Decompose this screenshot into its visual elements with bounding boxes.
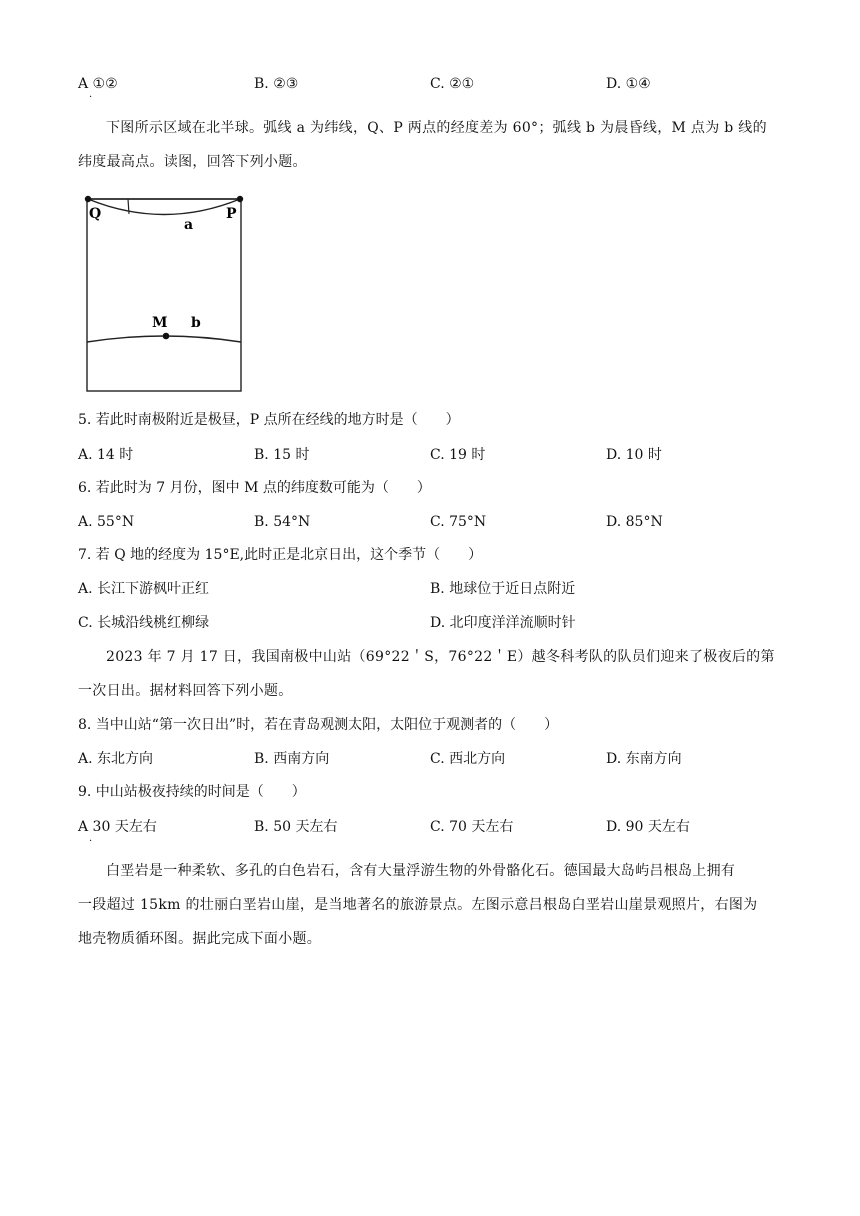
label-q: Q — [89, 206, 102, 222]
q6-option-a: A. 55°N — [78, 514, 135, 530]
question-8-stem: 8. 当中山站“第一次日出”时，若在青岛观测太阳，太阳位于观测者的（ ） — [78, 717, 559, 733]
passage-line: 2023 年 7 月 17 日，我国南极中山站（69°22＇S，76°22＇E）越冬科考队的队员们迎来了极夜后的第 — [106, 649, 775, 665]
passage-line: 纬度最高点。读图，回答下列小题。 — [78, 154, 307, 170]
question-5-stem: 5. 若此时南极附近是极昼，P 点所在经线的地方时是（ ） — [78, 412, 460, 428]
passage-line: 一次日出。据材料回答下列小题。 — [78, 683, 293, 699]
latitude-arc-a — [88, 199, 240, 215]
passage-3 — [78, 861, 782, 963]
question-7-stem: 7. 若 Q 地的经度为 15°E,此时正是北京日出，这个季节（ ） — [78, 547, 483, 563]
label-m: M — [152, 315, 168, 331]
q9-option-b: B. 50 天左右 — [254, 819, 338, 835]
option-c: C. ②① — [430, 76, 475, 92]
label-b: b — [191, 315, 201, 331]
q5-option-b: B. 15 时 — [254, 447, 310, 463]
latitude-terminator-diagram — [84, 192, 246, 394]
q7-option-d: D. 北印度洋洋流顺时针 — [430, 615, 576, 631]
q9-option-a: A 30 天左右 — [78, 819, 157, 835]
q9-option-c: C. 70 天左右 — [430, 819, 514, 835]
q7-option-c: C. 长城沿线桃红柳绿 — [78, 615, 210, 631]
point-p — [237, 196, 243, 202]
question-9-stem: 9. 中山站极夜持续的时间是（ ） — [78, 784, 306, 800]
passage-line: 下图所示区域在北半球。弧线 a 为纬线，Q、P 两点的经度差为 60°；弧线 b 为晨昏线，M 点为 b 线的 — [106, 120, 767, 136]
q9-option-d: D. 90 天左右 — [606, 819, 690, 835]
emphasis-dot: · — [89, 92, 93, 103]
option-d: D. ①④ — [606, 76, 651, 92]
q6-option-d: D. 85°N — [606, 514, 663, 530]
passage-1 — [78, 118, 782, 186]
q8-option-d: D. 东南方向 — [606, 751, 682, 767]
q5-option-d: D. 10 时 — [606, 447, 662, 463]
diagram-frame — [87, 199, 241, 391]
point-m — [163, 333, 170, 340]
emphasis-dot: · — [89, 836, 93, 847]
passage-line: 一段超过 15km 的壮丽白垩岩山崖，是当地著名的旅游景点。左图示意吕根岛白垩岩山崖景观照片，右图为 — [78, 897, 758, 913]
passage-2 — [78, 647, 782, 715]
label-a: a — [184, 217, 194, 233]
q6-option-c: C. 75°N — [430, 514, 487, 530]
question-6-stem: 6. 若此时为 7 月份，图中 M 点的纬度数可能为（ ） — [78, 480, 431, 496]
passage-line: 白垩岩是一种柔软、多孔的白色岩石，含有大量浮游生物的外骨骼化石。德国最大岛屿吕根岛上拥有 — [106, 863, 736, 879]
option-b: B. ②③ — [254, 76, 299, 92]
q5-option-a: A. 14 时 — [78, 447, 134, 463]
option-a: A ①② — [78, 76, 118, 92]
q7-option-b: B. 地球位于近日点附近 — [430, 581, 576, 597]
label-p: P — [226, 206, 237, 222]
q8-option-a: A. 东北方向 — [78, 751, 154, 767]
q7-option-a: A. 长江下游枫叶正红 — [78, 581, 210, 597]
q5-option-c: C. 19 时 — [430, 447, 486, 463]
q8-option-b: B. 西南方向 — [254, 751, 330, 767]
q8-option-c: C. 西北方向 — [430, 751, 506, 767]
point-q — [85, 196, 91, 202]
passage-line: 地壳物质循环图。据此完成下面小题。 — [78, 931, 322, 947]
q6-option-b: B. 54°N — [254, 514, 311, 530]
